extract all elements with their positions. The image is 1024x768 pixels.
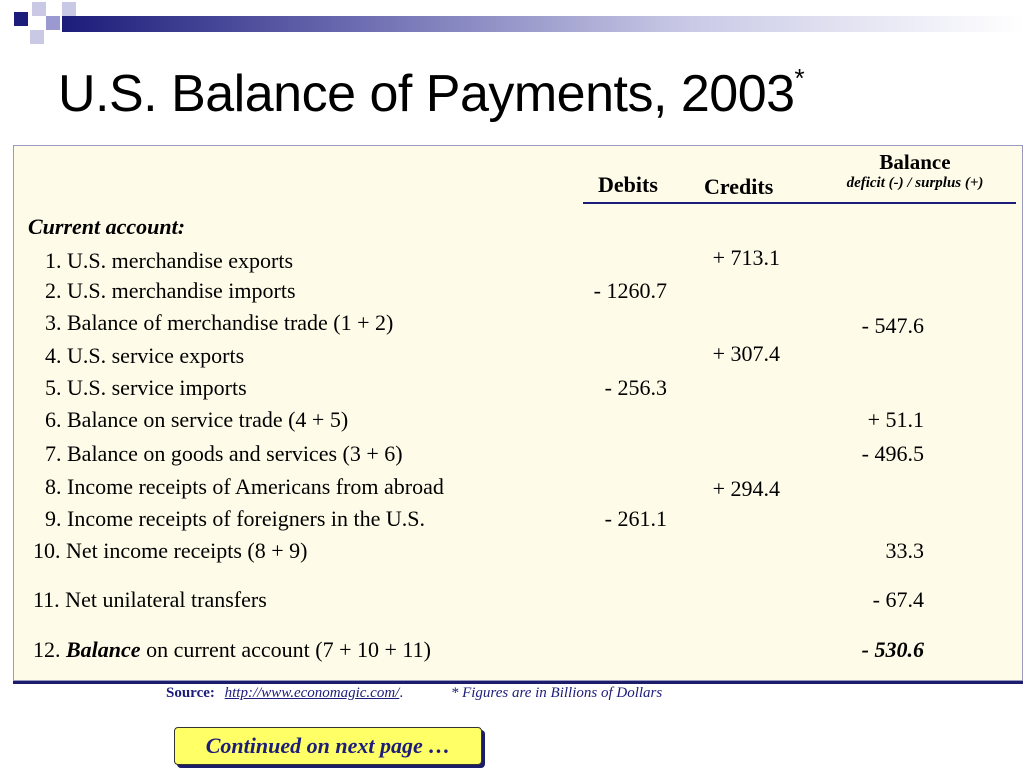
decor-square	[32, 2, 46, 16]
row-label-prefix: 12.	[33, 637, 66, 662]
section-label-current-account: Current account:	[28, 214, 186, 239]
table-row	[14, 538, 1022, 568]
table-row	[14, 441, 1022, 471]
decor-square	[46, 16, 60, 30]
decor-square	[62, 2, 76, 16]
source-link[interactable]: http://www.economagic.com/	[224, 685, 400, 701]
source-label: Source:	[166, 685, 215, 701]
row-balance: - 496.5	[861, 441, 924, 466]
row-label-suffix: on current account (7 + 10 + 11)	[140, 637, 431, 662]
table-row	[14, 474, 1022, 504]
header-divider	[583, 202, 1016, 204]
page-title	[58, 64, 804, 124]
row-label: 4. U.S. service exports	[45, 343, 245, 368]
title-footnote-mark: *	[794, 62, 805, 93]
row-balance: - 67.4	[872, 587, 924, 612]
header-credits: Credits	[704, 174, 774, 199]
table-row	[14, 407, 1022, 437]
row-label: 11. Net unilateral transfers	[33, 587, 267, 612]
table-row	[14, 587, 1022, 617]
header-balance	[826, 150, 1004, 192]
row-balance: - 547.6	[861, 313, 924, 338]
decorative-header	[0, 0, 1024, 48]
decor-square	[30, 30, 44, 44]
balance-table	[13, 145, 1023, 681]
row-credit: + 713.1	[712, 245, 780, 270]
title-text: U.S. Balance of Payments, 2003	[58, 65, 795, 123]
row-credit: + 307.4	[712, 341, 780, 366]
table-row	[14, 343, 1022, 373]
table-row	[14, 375, 1022, 405]
table-row	[14, 245, 1022, 275]
continued-next-page-button[interactable]: Continued on next page …	[174, 727, 482, 765]
source-link-trail: .	[399, 685, 404, 701]
row-label: 2. U.S. merchandise imports	[45, 278, 296, 303]
row-debit: - 1260.7	[593, 278, 667, 303]
row-label-emphasis: Balance	[66, 637, 141, 662]
row-label: 6. Balance on service trade (4 + 5)	[45, 407, 349, 432]
row-balance: - 530.6	[861, 637, 924, 662]
table-row	[14, 310, 1022, 340]
header-balance-sub: deficit (-) / surplus (+)	[846, 175, 984, 191]
row-credit: + 294.4	[712, 476, 780, 501]
row-balance: + 51.1	[867, 407, 924, 432]
table-row	[14, 506, 1022, 536]
row-label: 9. Income receipts of foreigners in the U.S.	[45, 506, 425, 531]
row-label: 5. U.S. service imports	[45, 375, 247, 400]
row-label: 7. Balance on goods and services (3 + 6)	[45, 441, 403, 466]
decor-gradient-bar	[62, 16, 1024, 32]
row-debit: - 261.1	[604, 506, 667, 531]
table-row	[14, 278, 1022, 308]
row-label: 1. U.S. merchandise exports	[45, 248, 294, 273]
header-balance-label: Balance	[879, 150, 951, 174]
row-label: 10. Net income receipts (8 + 9)	[33, 538, 308, 563]
row-label	[33, 637, 431, 663]
decor-square	[14, 12, 28, 26]
row-debit: - 256.3	[604, 375, 667, 400]
row-label: 3. Balance of merchandise trade (1 + 2)	[45, 310, 394, 335]
row-balance: 33.3	[885, 538, 924, 563]
header-debits: Debits	[598, 172, 658, 197]
source-line	[166, 685, 662, 702]
row-label: 8. Income receipts of Americans from abroad	[45, 474, 444, 499]
figures-note: * Figures are in Billions of Dollars	[450, 685, 663, 701]
table-row-total	[14, 637, 1022, 667]
